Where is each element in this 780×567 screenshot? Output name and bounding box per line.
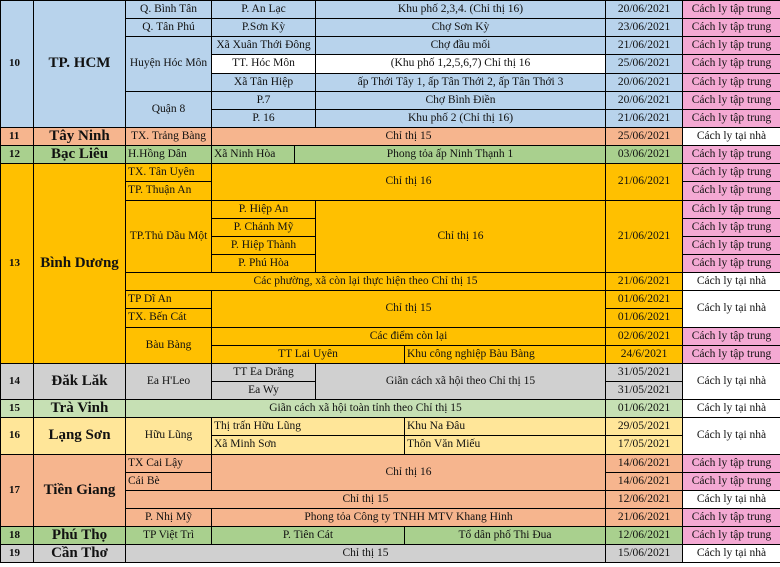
date-cell: 29/05/2021 xyxy=(606,418,683,436)
area-cell: Chỉ thị 16 xyxy=(212,454,606,490)
ward-cell: TT. Hóc Môn xyxy=(212,55,316,73)
province-number: 18 xyxy=(1,527,34,545)
province-number: 17 xyxy=(1,454,34,527)
area-cell: Thôn Văn Miếu xyxy=(405,436,606,454)
date-cell: 25/06/2021 xyxy=(606,55,683,73)
district-cell: TX. Trảng Bàng xyxy=(126,127,212,145)
ward-cell: P. 16 xyxy=(212,109,316,127)
date-cell: 01/06/2021 xyxy=(606,400,683,418)
province-name: Phú Thọ xyxy=(34,527,126,545)
status-cell: Cách ly tập trung xyxy=(683,19,780,37)
date-cell: 21/06/2021 xyxy=(606,37,683,55)
status-cell: Cách ly tập trung xyxy=(683,508,780,526)
status-cell: Cách ly tại nhà xyxy=(683,400,780,418)
table-row xyxy=(1,418,780,436)
district-cell: P. Nhị Mỹ xyxy=(126,508,212,526)
status-cell: Cách ly tập trung xyxy=(683,182,780,200)
status-cell: Cách ly tập trung xyxy=(683,236,780,254)
table-row xyxy=(1,545,780,563)
area-cell: Khu Na Đâu xyxy=(405,418,606,436)
date-cell: 20/06/2021 xyxy=(606,91,683,109)
area-cell: Phong tỏa Công ty TNHH MTV Khang Hinh xyxy=(212,508,606,526)
ward-cell: Xã Xuân Thới Đông xyxy=(212,37,316,55)
date-cell: 15/06/2021 xyxy=(606,545,683,563)
ward-cell: P. Tiên Cát xyxy=(212,527,405,545)
date-cell: 02/06/2021 xyxy=(606,327,683,345)
area-cell: Chợ Sơn Kỳ xyxy=(316,19,606,37)
area-cell: Chỉ thị 16 xyxy=(212,164,606,200)
date-cell: 17/05/2021 xyxy=(606,436,683,454)
status-cell: Cách ly tập trung xyxy=(683,146,780,164)
status-cell: Cách ly tập trung xyxy=(683,73,780,91)
table-row xyxy=(1,1,780,19)
area-cell: Chợ đầu mối xyxy=(316,37,606,55)
date-cell: 03/06/2021 xyxy=(606,146,683,164)
status-cell: Cách ly tại nhà xyxy=(683,418,780,454)
ward-cell: P. An Lạc xyxy=(212,1,316,19)
status-cell: Cách ly tập trung xyxy=(683,327,780,345)
date-cell: 14/06/2021 xyxy=(606,472,683,490)
district-cell: Ea H'Leo xyxy=(126,363,212,399)
area-cell: Chỉ thị 15 xyxy=(212,291,606,327)
status-cell: Cách ly tập trung xyxy=(683,164,780,182)
province-name: Cần Thơ xyxy=(34,545,126,563)
status-cell: Cách ly tập trung xyxy=(683,254,780,272)
date-cell: 21/06/2021 xyxy=(606,164,683,200)
district-cell: Cái Bè xyxy=(126,472,212,490)
district-cell: TP Việt Trì xyxy=(126,527,212,545)
area-cell: Chỉ thị 15 xyxy=(126,545,606,563)
date-cell: 31/05/2021 xyxy=(606,363,683,381)
district-cell: Bàu Bàng xyxy=(126,327,212,363)
province-name: Tiền Giang xyxy=(34,454,126,527)
date-cell: 20/06/2021 xyxy=(606,73,683,91)
area-cell: ấp Thới Tây 1, ấp Tân Thới 2, ấp Tân Thới 3 xyxy=(316,73,606,91)
province-number: 10 xyxy=(1,1,34,128)
province-number: 12 xyxy=(1,146,34,164)
status-cell: Cách ly tập trung xyxy=(683,91,780,109)
district-cell: H.Hồng Dân xyxy=(126,146,212,164)
province-number: 15 xyxy=(1,400,34,418)
province-name: Lạng Sơn xyxy=(34,418,126,454)
district-cell: TX. Bến Cát xyxy=(126,309,212,327)
area-cell: (Khu phố 1,2,5,6,7) Chỉ thị 16 xyxy=(316,55,606,73)
table-row xyxy=(1,127,780,145)
province-number: 11 xyxy=(1,127,34,145)
district-cell: TX. Tân Uyên xyxy=(126,164,212,182)
status-cell: Cách ly tại nhà xyxy=(683,545,780,563)
district-cell: TP Dĩ An xyxy=(126,291,212,309)
ward-cell: Xã Minh Sơn xyxy=(212,436,405,454)
area-cell: Chợ Bình Điền xyxy=(316,91,606,109)
status-cell: Cách ly tập trung xyxy=(683,37,780,55)
area-cell: Phong tỏa ấp Ninh Thạnh 1 xyxy=(295,146,606,164)
area-cell: Khu công nghiệp Bàu Bàng xyxy=(405,345,606,363)
ward-cell: Thị trấn Hữu Lũng xyxy=(212,418,405,436)
status-cell: Cách ly tại nhà xyxy=(683,273,780,291)
province-name: Tây Ninh xyxy=(34,127,126,145)
province-name: Bình Dương xyxy=(34,164,126,364)
area-cell: Các phường, xã còn lại thực hiện theo Chỉ thị 15 xyxy=(126,273,606,291)
district-cell: TP.Thủ Dầu Một xyxy=(126,200,212,273)
ward-cell: P. Chánh Mỹ xyxy=(212,218,316,236)
area-cell: Giãn cách xã hội toàn tỉnh theo Chỉ thị 15 xyxy=(126,400,606,418)
ward-cell: Xã Tân Hiệp xyxy=(212,73,316,91)
province-name: Trà Vinh xyxy=(34,400,126,418)
ward-cell: P. Hiệp Thành xyxy=(212,236,316,254)
province-name: TP. HCM xyxy=(34,1,126,128)
province-number: 13 xyxy=(1,164,34,364)
ward-cell: TT Lai Uyên xyxy=(212,345,405,363)
table-row xyxy=(1,527,780,545)
district-cell: Huyện Hóc Môn xyxy=(126,37,212,91)
area-cell: Khu phố 2,3,4. (Chỉ thị 16) xyxy=(316,1,606,19)
area-cell: Tổ dân phố Thi Đua xyxy=(405,527,606,545)
area-cell: Các điểm còn lại xyxy=(212,327,606,345)
table-row xyxy=(1,400,780,418)
district-cell: TP. Thuận An xyxy=(126,182,212,200)
ward-cell: P.7 xyxy=(212,91,316,109)
date-cell: 12/06/2021 xyxy=(606,490,683,508)
ward-cell: P. Phú Hòa xyxy=(212,254,316,272)
status-cell: Cách ly tập trung xyxy=(683,1,780,19)
area-cell: Chỉ thị 16 xyxy=(316,200,606,273)
status-cell: Cách ly tập trung xyxy=(683,55,780,73)
district-cell: Q. Tân Phú xyxy=(126,19,212,37)
district-cell: Quận 8 xyxy=(126,91,212,127)
ward-cell: P. Hiệp An xyxy=(212,200,316,218)
status-cell: Cách ly tập trung xyxy=(683,200,780,218)
table-row xyxy=(1,164,780,182)
date-cell: 23/06/2021 xyxy=(606,19,683,37)
status-cell: Cách ly tại nhà xyxy=(683,291,780,327)
status-cell: Cách ly tập trung xyxy=(683,454,780,472)
ward-cell: Ea Wy xyxy=(212,381,316,399)
province-name: Đăk Lăk xyxy=(34,363,126,399)
date-cell: 31/05/2021 xyxy=(606,381,683,399)
status-cell: Cách ly tại nhà xyxy=(683,363,780,399)
date-cell: 01/06/2021 xyxy=(606,309,683,327)
date-cell: 20/06/2021 xyxy=(606,1,683,19)
date-cell: 12/06/2021 xyxy=(606,527,683,545)
area-cell: Khu phố 2 (Chỉ thị 16) xyxy=(316,109,606,127)
area-cell: Chỉ thị 15 xyxy=(126,490,606,508)
date-cell: 25/06/2021 xyxy=(606,127,683,145)
status-cell: Cách ly tập trung xyxy=(683,218,780,236)
table-row xyxy=(1,454,780,472)
table-row xyxy=(1,363,780,381)
date-cell: 01/06/2021 xyxy=(606,291,683,309)
status-cell: Cách ly tập trung xyxy=(683,109,780,127)
province-number: 19 xyxy=(1,545,34,563)
date-cell: 21/06/2021 xyxy=(606,200,683,273)
ward-cell: TT Ea Drăng xyxy=(212,363,316,381)
area-cell: Giãn cách xã hội theo Chỉ thị 15 xyxy=(316,363,606,399)
status-cell: Cách ly tập trung xyxy=(683,472,780,490)
table-row xyxy=(1,146,780,164)
status-cell: Cách ly tại nhà xyxy=(683,127,780,145)
area-cell: Chỉ thị 15 xyxy=(212,127,606,145)
district-cell: TX Cai Lậy xyxy=(126,454,212,472)
status-cell: Cách ly tập trung xyxy=(683,527,780,545)
district-cell: Q. Bình Tân xyxy=(126,1,212,19)
province-name: Bạc Liêu xyxy=(34,146,126,164)
status-cell: Cách ly tập trung xyxy=(683,345,780,363)
date-cell: 24/6/2021 xyxy=(606,345,683,363)
date-cell: 14/06/2021 xyxy=(606,454,683,472)
district-cell: Hữu Lũng xyxy=(126,418,212,454)
date-cell: 21/06/2021 xyxy=(606,508,683,526)
ward-cell: Xã Ninh Hòa xyxy=(212,146,295,164)
date-cell: 21/06/2021 xyxy=(606,109,683,127)
province-number: 14 xyxy=(1,363,34,399)
status-cell: Cách ly tại nhà xyxy=(683,490,780,508)
province-number: 16 xyxy=(1,418,34,454)
ward-cell: P.Sơn Kỳ xyxy=(212,19,316,37)
date-cell: 21/06/2021 xyxy=(606,273,683,291)
